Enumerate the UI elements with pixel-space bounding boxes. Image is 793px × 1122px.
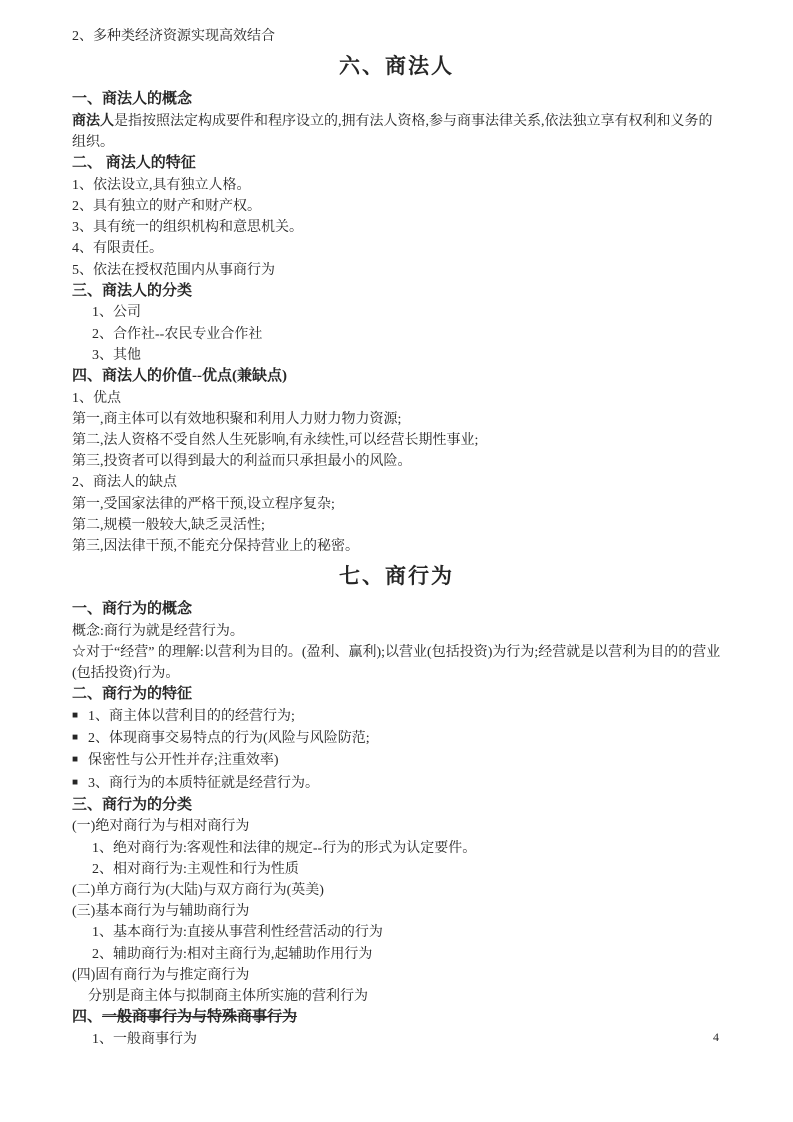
paragraph bbox=[72, 217, 721, 238]
paragraph bbox=[72, 859, 721, 880]
paragraph bbox=[72, 260, 721, 281]
text-run: ☆对于“经营” 的理解:以营利为目的。(盈利、赢利);以营业(包括投资)为行为;经营就是以营利为目的的营业(包括投资)行为。 bbox=[72, 645, 721, 682]
chapter-title bbox=[72, 51, 721, 81]
text-run: 2、具有独立的财产和财产权。 bbox=[72, 199, 261, 214]
section-heading bbox=[72, 795, 721, 817]
paragraph bbox=[72, 472, 721, 493]
text-run: 二、商行为的特征 bbox=[72, 686, 193, 703]
paragraph bbox=[72, 238, 721, 259]
paragraph bbox=[72, 345, 721, 366]
text-run: 1、依法设立,具有独立人格。 bbox=[72, 177, 251, 193]
text-run: 第二,法人资格不受自然人生死影响,有永续性,可以经营长期性事业; bbox=[72, 433, 479, 449]
section-heading bbox=[72, 599, 721, 621]
text-run: 四、 bbox=[72, 1009, 103, 1026]
paragraph bbox=[72, 965, 721, 986]
bullet-square-icon: ■ bbox=[72, 732, 79, 744]
bullet-item bbox=[72, 728, 721, 750]
section-heading bbox=[72, 684, 721, 706]
text-run: 1、优点 bbox=[72, 390, 121, 406]
text-run: 分别是商主体与拟制商主体所实施的营利行为 bbox=[88, 989, 368, 1005]
text-run: 第一,受国家法律的严格干预,设立程序复杂; bbox=[72, 496, 335, 512]
text-run: 4、有限责任。 bbox=[72, 241, 163, 257]
text-run: 七、商行为 bbox=[339, 564, 454, 589]
text-run: 第二,规模一般较大,缺乏灵活性; bbox=[72, 517, 265, 533]
paragraph bbox=[72, 111, 721, 153]
text-run: 一般商事行为与特殊商事行为 bbox=[102, 1009, 298, 1026]
text-run: 2、合作社--农民专业合作社 bbox=[92, 326, 263, 342]
paragraph bbox=[72, 986, 721, 1007]
text-run: 保密性与公开性并存;注重效率) bbox=[88, 753, 279, 769]
paragraph bbox=[72, 922, 721, 943]
text-run: 1、公司 bbox=[92, 305, 141, 321]
text-run: 2、商法人的缺点 bbox=[72, 475, 177, 491]
text-run: 是指按照法定构成要件和程序设立的,拥有法人资格,参与商事法律关系,依法独立享有权利和义务的组织。 bbox=[72, 113, 713, 150]
paragraph bbox=[72, 1029, 721, 1050]
text-run: 2、多种类经济资源实现高效结合 bbox=[72, 29, 275, 44]
text-run: 1、绝对商行为:客观性和法律的规定--行为的形式为认定要件。 bbox=[92, 840, 477, 856]
paragraph bbox=[72, 451, 721, 472]
paragraph bbox=[72, 944, 721, 965]
paragraph bbox=[72, 430, 721, 451]
bullet-item bbox=[72, 706, 721, 728]
text-run: 1、一般商事行为 bbox=[92, 1031, 197, 1047]
paragraph bbox=[72, 838, 721, 859]
text-run: 3、商行为的本质特征就是经营行为。 bbox=[88, 775, 320, 791]
chapter-title bbox=[72, 561, 721, 591]
paragraph bbox=[72, 302, 721, 323]
text-run: 2、体现商事交易特点的行为(风险与风险防范; bbox=[88, 731, 370, 747]
text-run: 四、商法人的价值--优点(兼缺点) bbox=[72, 368, 287, 385]
paragraph bbox=[72, 621, 721, 642]
text-run: 第三,因法律干预,不能充分保持营业上的秘密。 bbox=[72, 539, 359, 555]
paragraph bbox=[72, 324, 721, 345]
text-run: 概念:商行为就是经营行为。 bbox=[72, 623, 244, 639]
paragraph bbox=[72, 494, 721, 515]
paragraph bbox=[72, 816, 721, 837]
paragraph bbox=[72, 409, 721, 430]
text-run: (三)基本商行为与辅助商行为 bbox=[72, 904, 250, 920]
section-heading bbox=[72, 366, 721, 388]
text-run: 一、商行为的概念 bbox=[72, 601, 193, 618]
paragraph bbox=[72, 26, 721, 47]
text-run: 3、具有统一的组织机构和意思机关。 bbox=[72, 220, 303, 236]
text-run: 六、商法人 bbox=[339, 54, 454, 79]
text-run: 商法人 bbox=[72, 113, 114, 129]
paragraph bbox=[72, 901, 721, 922]
text-run: 第一,商主体可以有效地积聚和利用人力财力物力资源; bbox=[72, 411, 402, 427]
text-run: 5、依法在授权范围内从事商行为 bbox=[72, 262, 275, 278]
text-run: 3、其他 bbox=[92, 347, 141, 363]
text-run: 一、商法人的概念 bbox=[72, 91, 193, 108]
paragraph bbox=[72, 880, 721, 901]
text-run: 1、商主体以营利目的的经营行为; bbox=[88, 709, 295, 725]
section-heading bbox=[72, 89, 721, 111]
page-number: 4 bbox=[713, 1030, 719, 1044]
section-heading bbox=[72, 1007, 721, 1029]
text-run: 二、 商法人的特征 bbox=[72, 155, 196, 172]
text-run: (一)绝对商行为与相对商行为 bbox=[72, 819, 250, 835]
bullet-square-icon: ■ bbox=[72, 776, 79, 788]
paragraph bbox=[72, 388, 721, 409]
text-run: 1、基本商行为:直接从事营利性经营活动的行为 bbox=[92, 925, 383, 941]
section-heading bbox=[72, 281, 721, 303]
bullet-item bbox=[72, 773, 721, 795]
text-run: (四)固有商行为与推定商行为 bbox=[72, 967, 250, 983]
bullet-square-icon: ■ bbox=[72, 710, 79, 722]
bullet-square-icon: ■ bbox=[72, 754, 79, 766]
paragraph bbox=[72, 515, 721, 536]
paragraph bbox=[72, 175, 721, 196]
bullet-item bbox=[72, 750, 721, 772]
text-run: 三、商法人的分类 bbox=[72, 282, 193, 299]
text-run: (二)单方商行为(大陆)与双方商行为(英美) bbox=[72, 883, 324, 899]
section-heading bbox=[72, 153, 721, 175]
text-run: 2、相对商行为:主观性和行为性质 bbox=[92, 861, 299, 877]
paragraph bbox=[72, 196, 721, 217]
paragraph bbox=[72, 642, 721, 684]
text-run: 三、商行为的分类 bbox=[72, 796, 193, 813]
paragraph bbox=[72, 536, 721, 557]
text-run: 2、辅助商行为:相对主商行为,起辅助作用行为 bbox=[92, 946, 373, 962]
text-run: 第三,投资者可以得到最大的利益而只承担最小的风险。 bbox=[72, 454, 412, 470]
document-content bbox=[72, 26, 721, 1050]
